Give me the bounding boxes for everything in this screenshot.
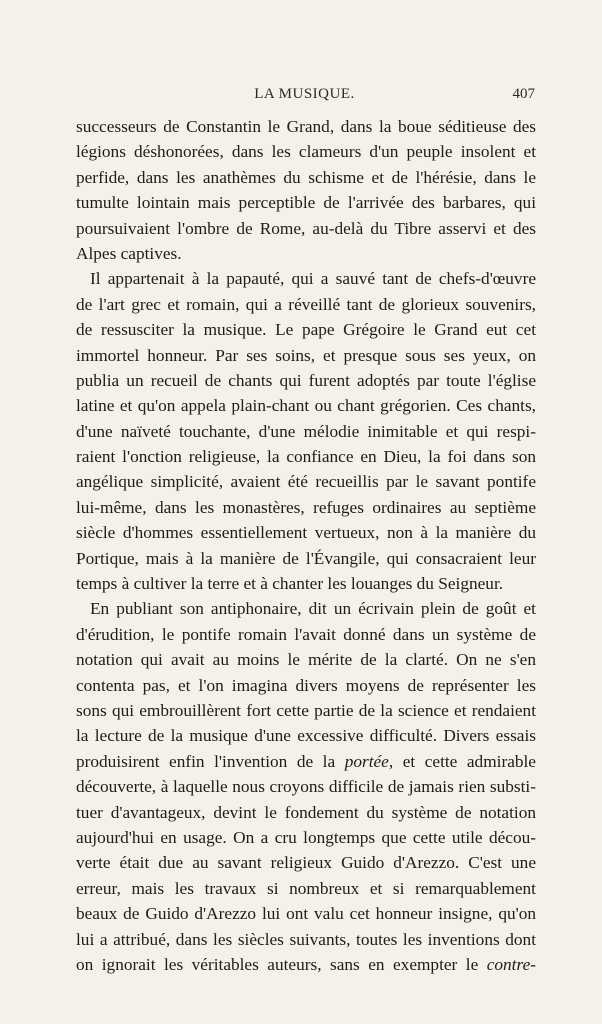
text-line: légions déshonorées, dans les clameurs d'un peuple insolent et	[76, 142, 536, 162]
text-line: produisirent enfin l'invention de la portée, et cette admirable	[76, 751, 536, 771]
text-line: d'érudition, le pontife romain l'avait donné dans un système de	[76, 624, 536, 644]
text-line: publia un recueil de chants qui furent adoptés par toute l'église	[76, 370, 536, 390]
text-line: immortel honneur. Par ses soins, et presque sous ses yeux, on	[76, 345, 536, 365]
text-line: poursuivaient l'ombre de Rome, au-delà du Tibre asservi et des	[76, 218, 536, 238]
text-line: beaux de Guido d'Arezzo lui ont valu cet honneur insigne, qu'on	[76, 904, 536, 924]
text-line: d'une naïveté touchante, d'une mélodie inimitable et qui respi-	[76, 421, 536, 441]
text-line: aujourd'hui en usage. On a cru longtemps que cette utile décou-	[76, 827, 536, 847]
text-line: Portique, mais à la manière de l'Évangile, qui consacraient leur	[76, 548, 536, 568]
text-line: sons qui embrouillèrent fort cette partie de la science et rendaient	[76, 700, 536, 720]
body-text	[76, 114, 536, 977]
text-line: lui a attribué, dans les siècles suivants, toutes les inventions dont	[76, 929, 536, 949]
text-line: lui-même, dans les monastères, refuges ordinaires au septième	[76, 497, 536, 517]
page-header	[74, 86, 535, 106]
text-line: verte était due au savant religieux Guido d'Arezzo. C'est une	[76, 853, 536, 873]
text-line: tuer d'avantageux, devint le fondement du système de notation	[76, 802, 536, 822]
text-line: En publiant son antiphonaire, dit un écrivain plein de goût et	[90, 599, 536, 619]
text-line: contenta pas, et l'on imagina divers moyens de représenter les	[76, 675, 536, 695]
text-line: siècle d'hommes essentiellement vertueux, non à la manière du	[76, 523, 536, 543]
text-line: angélique simplicité, avaient été recueillis par le savant pontife	[76, 472, 536, 492]
running-title: LA MUSIQUE.	[254, 86, 355, 102]
text-line: Il appartenait à la papauté, qui a sauvé tant de chefs-d'œuvre	[90, 269, 536, 289]
text-line: on ignorait les véritables auteurs, sans en exempter le contre-	[76, 954, 536, 974]
text-line: de ressusciter la musique. Le pape Grégoire le Grand eut cet	[76, 320, 536, 340]
text-line: la lecture de la musique d'une excessive difficulté. Divers essais	[76, 726, 536, 746]
text-line: découverte, à laquelle nous croyons difficile de jamais rien substi-	[76, 777, 536, 797]
text-line: notation qui avait au moins le mérite de la clarté. On ne s'en	[76, 650, 536, 670]
text-line: raient l'onction religieuse, la confiance en Dieu, la foi dans son	[76, 447, 536, 467]
text-line: tumulte lointain mais perceptible de l'arrivée des barbares, qui	[76, 193, 536, 213]
text-line: latine et qu'on appela plain-chant ou chant grégorien. Ces chants,	[76, 396, 536, 416]
text-line: de l'art grec et romain, qui a réveillé tant de glorieux souvenirs,	[76, 294, 536, 314]
text-line: successeurs de Constantin le Grand, dans la boue séditieuse des	[76, 117, 536, 136]
page-number: 407	[512, 86, 535, 102]
text-line: erreur, mais les travaux si nombreux et si remarquablement	[76, 878, 536, 898]
text-line: perfide, dans les anathèmes du schisme et de l'hérésie, dans le	[76, 167, 536, 187]
text-line: Alpes captives.	[76, 243, 182, 263]
text-line: temps à cultiver la terre et à chanter les louanges du Seigneur.	[76, 574, 504, 594]
